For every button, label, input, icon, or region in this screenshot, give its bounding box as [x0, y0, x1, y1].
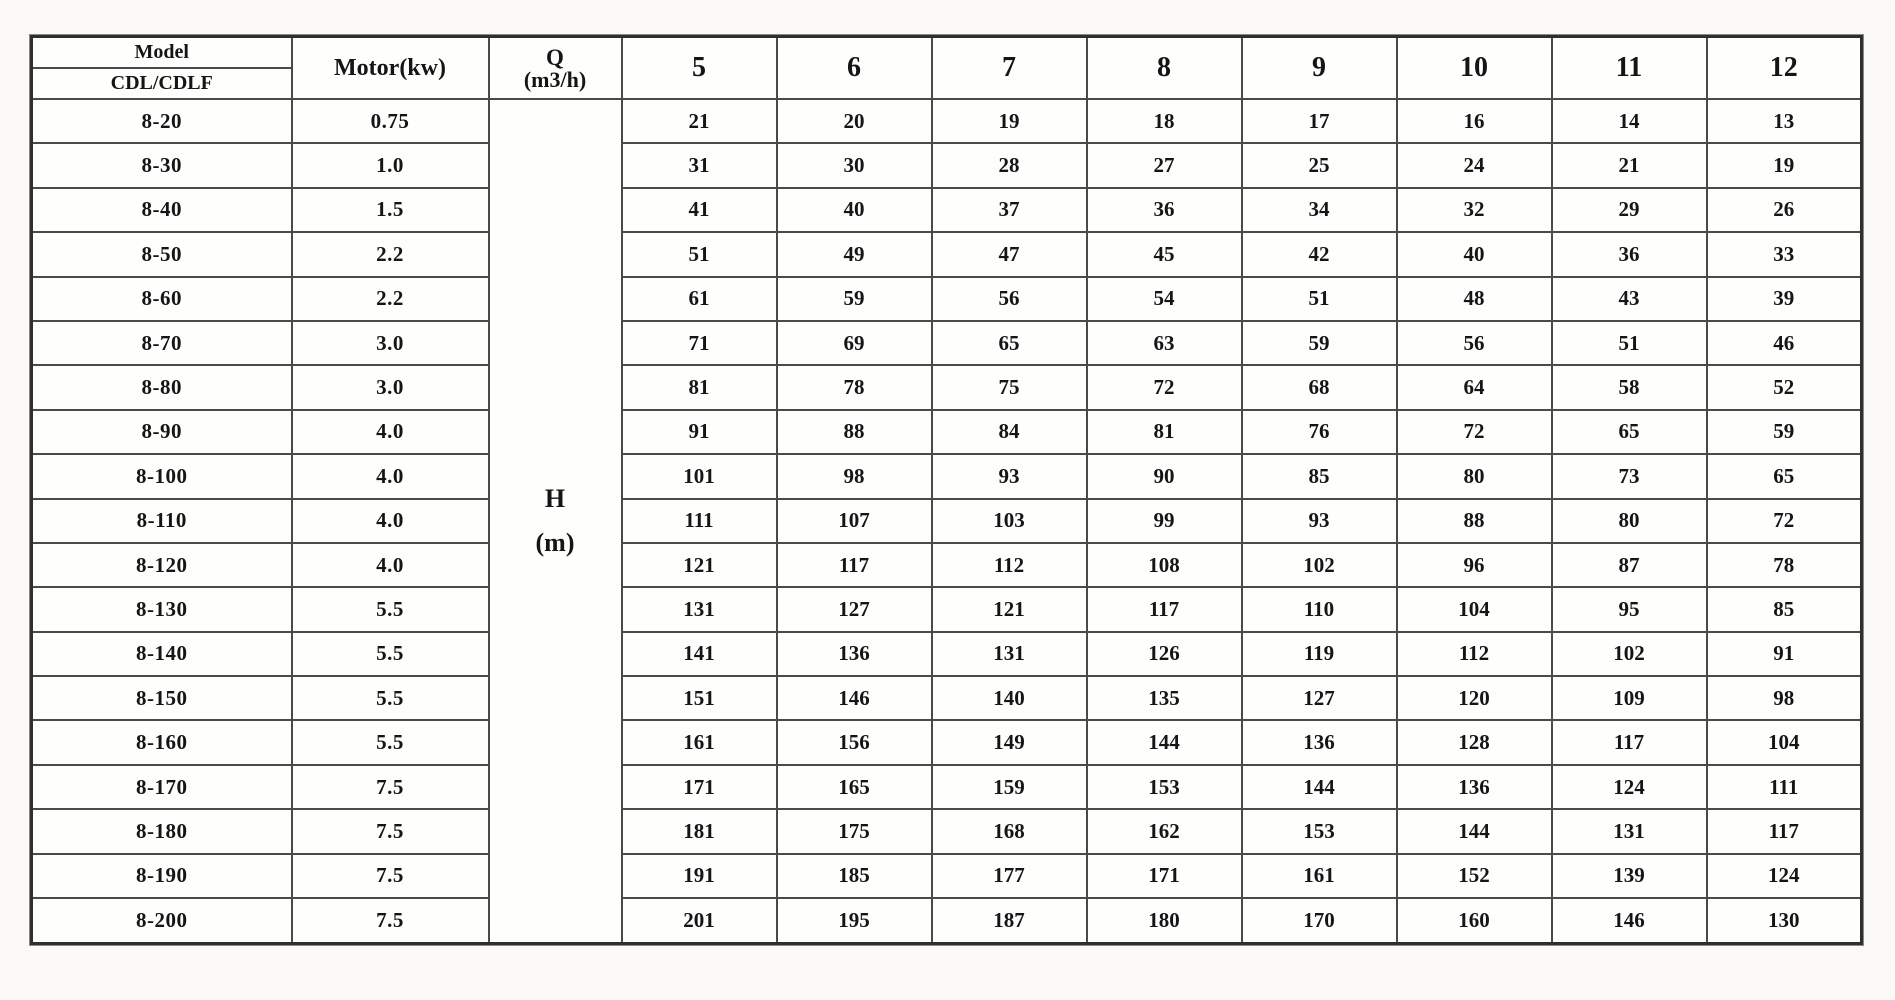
value-cell: 112	[1397, 632, 1552, 676]
value-cell: 65	[932, 321, 1087, 365]
value-cell: 91	[1707, 632, 1862, 676]
value-cell: 51	[622, 232, 777, 276]
value-cell: 61	[622, 277, 777, 321]
motor-cell: 7.5	[292, 898, 489, 943]
value-cell: 127	[1242, 676, 1397, 720]
value-cell: 131	[932, 632, 1087, 676]
value-cell: 156	[777, 720, 932, 764]
value-cell: 47	[932, 232, 1087, 276]
value-cell: 170	[1242, 898, 1397, 943]
flow-value-header: 12	[1707, 37, 1862, 100]
value-cell: 111	[1707, 765, 1862, 809]
model-cell: 8-190	[32, 854, 292, 898]
value-cell: 144	[1087, 720, 1242, 764]
value-cell: 180	[1087, 898, 1242, 943]
flow-value-header: 5	[622, 37, 777, 100]
value-cell: 63	[1087, 321, 1242, 365]
value-cell: 162	[1087, 809, 1242, 853]
model-cell: 8-90	[32, 410, 292, 454]
value-cell: 140	[932, 676, 1087, 720]
h-symbol: H	[544, 484, 566, 513]
value-cell: 46	[1707, 321, 1862, 365]
value-cell: 126	[1087, 632, 1242, 676]
value-cell: 165	[777, 765, 932, 809]
model-column-header	[32, 37, 292, 100]
value-cell: 85	[1242, 454, 1397, 498]
value-cell: 124	[1552, 765, 1707, 809]
value-cell: 72	[1707, 499, 1862, 543]
value-cell: 24	[1397, 143, 1552, 187]
value-cell: 103	[932, 499, 1087, 543]
value-cell: 104	[1707, 720, 1862, 764]
series-header-label: CDL/CDLF	[110, 72, 213, 94]
motor-cell: 5.5	[292, 720, 489, 764]
flow-value-header: 10	[1397, 37, 1552, 100]
q-symbol: Q	[546, 44, 564, 70]
table-header	[32, 37, 1862, 100]
value-cell: 49	[777, 232, 932, 276]
value-cell: 107	[777, 499, 932, 543]
value-cell: 51	[1552, 321, 1707, 365]
value-cell: 81	[1087, 410, 1242, 454]
value-cell: 168	[932, 809, 1087, 853]
value-cell: 73	[1552, 454, 1707, 498]
value-cell: 144	[1397, 809, 1552, 853]
value-cell: 18	[1087, 99, 1242, 143]
value-cell: 117	[1552, 720, 1707, 764]
value-cell: 43	[1552, 277, 1707, 321]
value-cell: 32	[1397, 188, 1552, 232]
value-cell: 42	[1242, 232, 1397, 276]
value-cell: 98	[1707, 676, 1862, 720]
value-cell: 28	[932, 143, 1087, 187]
value-cell: 80	[1552, 499, 1707, 543]
value-cell: 117	[1087, 587, 1242, 631]
value-cell: 80	[1397, 454, 1552, 498]
value-cell: 13	[1707, 99, 1862, 143]
table-row	[32, 543, 1862, 587]
model-cell: 8-160	[32, 720, 292, 764]
value-cell: 88	[1397, 499, 1552, 543]
value-cell: 153	[1242, 809, 1397, 853]
motor-cell: 1.5	[292, 188, 489, 232]
value-cell: 27	[1087, 143, 1242, 187]
value-cell: 16	[1397, 99, 1552, 143]
model-cell: 8-100	[32, 454, 292, 498]
value-cell: 136	[777, 632, 932, 676]
value-cell: 121	[622, 543, 777, 587]
value-cell: 177	[932, 854, 1087, 898]
value-cell: 104	[1397, 587, 1552, 631]
value-cell: 84	[932, 410, 1087, 454]
value-cell: 36	[1087, 188, 1242, 232]
model-cell: 8-140	[32, 632, 292, 676]
value-cell: 101	[622, 454, 777, 498]
table-row	[32, 898, 1862, 943]
motor-cell: 1.0	[292, 143, 489, 187]
model-cell: 8-170	[32, 765, 292, 809]
value-cell: 161	[1242, 854, 1397, 898]
value-cell: 58	[1552, 365, 1707, 409]
value-cell: 59	[1707, 410, 1862, 454]
table-row	[32, 587, 1862, 631]
table-row	[32, 232, 1862, 276]
value-cell: 99	[1087, 499, 1242, 543]
value-cell: 85	[1707, 587, 1862, 631]
value-cell: 131	[1552, 809, 1707, 853]
motor-cell: 3.0	[292, 321, 489, 365]
table-row	[32, 277, 1862, 321]
table-row	[32, 809, 1862, 853]
value-cell: 56	[1397, 321, 1552, 365]
motor-cell: 5.5	[292, 632, 489, 676]
value-cell: 195	[777, 898, 932, 943]
motor-cell: 5.5	[292, 587, 489, 631]
value-cell: 26	[1707, 188, 1862, 232]
value-cell: 72	[1397, 410, 1552, 454]
model-cell: 8-150	[32, 676, 292, 720]
value-cell: 30	[777, 143, 932, 187]
model-header-label: Model	[33, 38, 291, 69]
value-cell: 91	[622, 410, 777, 454]
value-cell: 141	[622, 632, 777, 676]
value-cell: 81	[622, 365, 777, 409]
table-row	[32, 499, 1862, 543]
value-cell: 20	[777, 99, 932, 143]
table-row	[32, 99, 1862, 143]
value-cell: 75	[932, 365, 1087, 409]
model-cell: 8-50	[32, 232, 292, 276]
motor-cell: 0.75	[292, 99, 489, 143]
value-cell: 78	[777, 365, 932, 409]
motor-cell: 3.0	[292, 365, 489, 409]
value-cell: 153	[1087, 765, 1242, 809]
value-cell: 131	[622, 587, 777, 631]
value-cell: 69	[777, 321, 932, 365]
value-cell: 21	[1552, 143, 1707, 187]
motor-column-header: Motor(kw)	[292, 37, 489, 100]
value-cell: 88	[777, 410, 932, 454]
header-row	[32, 37, 1862, 100]
value-cell: 185	[777, 854, 932, 898]
table-row	[32, 632, 1862, 676]
value-cell: 90	[1087, 454, 1242, 498]
table-row	[32, 765, 1862, 809]
motor-cell: 4.0	[292, 543, 489, 587]
model-cell: 8-20	[32, 99, 292, 143]
model-cell: 8-110	[32, 499, 292, 543]
value-cell: 159	[932, 765, 1087, 809]
value-cell: 54	[1087, 277, 1242, 321]
model-cell: 8-40	[32, 188, 292, 232]
value-cell: 36	[1552, 232, 1707, 276]
pump-spec-table	[30, 35, 1863, 945]
model-cell: 8-130	[32, 587, 292, 631]
motor-cell: 5.5	[292, 676, 489, 720]
model-cell: 8-200	[32, 898, 292, 943]
value-cell: 51	[1242, 277, 1397, 321]
value-cell: 72	[1087, 365, 1242, 409]
flow-column-header	[489, 37, 622, 100]
value-cell: 34	[1242, 188, 1397, 232]
value-cell: 39	[1707, 277, 1862, 321]
value-cell: 29	[1552, 188, 1707, 232]
flow-value-header: 8	[1087, 37, 1242, 100]
value-cell: 191	[622, 854, 777, 898]
value-cell: 108	[1087, 543, 1242, 587]
model-cell: 8-30	[32, 143, 292, 187]
table-row	[32, 188, 1862, 232]
h-unit: (m)	[535, 528, 575, 557]
value-cell: 171	[622, 765, 777, 809]
value-cell: 130	[1707, 898, 1862, 943]
model-cell: 8-80	[32, 365, 292, 409]
value-cell: 109	[1552, 676, 1707, 720]
value-cell: 65	[1707, 454, 1862, 498]
value-cell: 181	[622, 809, 777, 853]
q-unit: (m3/h)	[523, 66, 587, 92]
value-cell: 40	[1397, 232, 1552, 276]
motor-cell: 7.5	[292, 809, 489, 853]
value-cell: 127	[777, 587, 932, 631]
model-cell: 8-70	[32, 321, 292, 365]
value-cell: 152	[1397, 854, 1552, 898]
value-cell: 146	[1552, 898, 1707, 943]
table-row	[32, 454, 1862, 498]
value-cell: 110	[1242, 587, 1397, 631]
value-cell: 135	[1087, 676, 1242, 720]
flow-value-header: 11	[1552, 37, 1707, 100]
value-cell: 76	[1242, 410, 1397, 454]
model-cell: 8-120	[32, 543, 292, 587]
value-cell: 40	[777, 188, 932, 232]
value-cell: 59	[1242, 321, 1397, 365]
value-cell: 119	[1242, 632, 1397, 676]
flow-value-header: 7	[932, 37, 1087, 100]
value-cell: 161	[622, 720, 777, 764]
motor-cell: 4.0	[292, 454, 489, 498]
value-cell: 95	[1552, 587, 1707, 631]
value-cell: 146	[777, 676, 932, 720]
motor-cell: 7.5	[292, 854, 489, 898]
value-cell: 128	[1397, 720, 1552, 764]
table-row	[32, 321, 1862, 365]
value-cell: 187	[932, 898, 1087, 943]
motor-cell: 2.2	[292, 232, 489, 276]
motor-cell: 4.0	[292, 410, 489, 454]
value-cell: 112	[932, 543, 1087, 587]
value-cell: 120	[1397, 676, 1552, 720]
value-cell: 117	[1707, 809, 1862, 853]
value-cell: 201	[622, 898, 777, 943]
table-body	[32, 99, 1862, 944]
value-cell: 17	[1242, 99, 1397, 143]
value-cell: 64	[1397, 365, 1552, 409]
value-cell: 21	[622, 99, 777, 143]
value-cell: 59	[777, 277, 932, 321]
value-cell: 71	[622, 321, 777, 365]
value-cell: 93	[932, 454, 1087, 498]
value-cell: 48	[1397, 277, 1552, 321]
value-cell: 160	[1397, 898, 1552, 943]
table-row	[32, 720, 1862, 764]
table-row	[32, 676, 1862, 720]
value-cell: 52	[1707, 365, 1862, 409]
motor-cell: 4.0	[292, 499, 489, 543]
table-row	[32, 365, 1862, 409]
value-cell: 139	[1552, 854, 1707, 898]
value-cell: 68	[1242, 365, 1397, 409]
value-cell: 41	[622, 188, 777, 232]
value-cell: 117	[777, 543, 932, 587]
value-cell: 93	[1242, 499, 1397, 543]
value-cell: 98	[777, 454, 932, 498]
flow-value-header: 6	[777, 37, 932, 100]
value-cell: 121	[932, 587, 1087, 631]
head-unit-cell	[489, 99, 622, 944]
value-cell: 149	[932, 720, 1087, 764]
table-row	[32, 143, 1862, 187]
value-cell: 102	[1552, 632, 1707, 676]
value-cell: 96	[1397, 543, 1552, 587]
value-cell: 171	[1087, 854, 1242, 898]
table-row	[32, 410, 1862, 454]
value-cell: 31	[622, 143, 777, 187]
value-cell: 19	[932, 99, 1087, 143]
value-cell: 19	[1707, 143, 1862, 187]
value-cell: 25	[1242, 143, 1397, 187]
model-cell: 8-60	[32, 277, 292, 321]
model-cell: 8-180	[32, 809, 292, 853]
value-cell: 45	[1087, 232, 1242, 276]
flow-value-header: 9	[1242, 37, 1397, 100]
value-cell: 56	[932, 277, 1087, 321]
value-cell: 144	[1242, 765, 1397, 809]
value-cell: 14	[1552, 99, 1707, 143]
value-cell: 151	[622, 676, 777, 720]
value-cell: 136	[1242, 720, 1397, 764]
motor-cell: 7.5	[292, 765, 489, 809]
value-cell: 65	[1552, 410, 1707, 454]
value-cell: 124	[1707, 854, 1862, 898]
value-cell: 37	[932, 188, 1087, 232]
value-cell: 175	[777, 809, 932, 853]
value-cell: 87	[1552, 543, 1707, 587]
value-cell: 33	[1707, 232, 1862, 276]
value-cell: 102	[1242, 543, 1397, 587]
value-cell: 78	[1707, 543, 1862, 587]
value-cell: 111	[622, 499, 777, 543]
table-row	[32, 854, 1862, 898]
value-cell: 136	[1397, 765, 1552, 809]
motor-cell: 2.2	[292, 277, 489, 321]
